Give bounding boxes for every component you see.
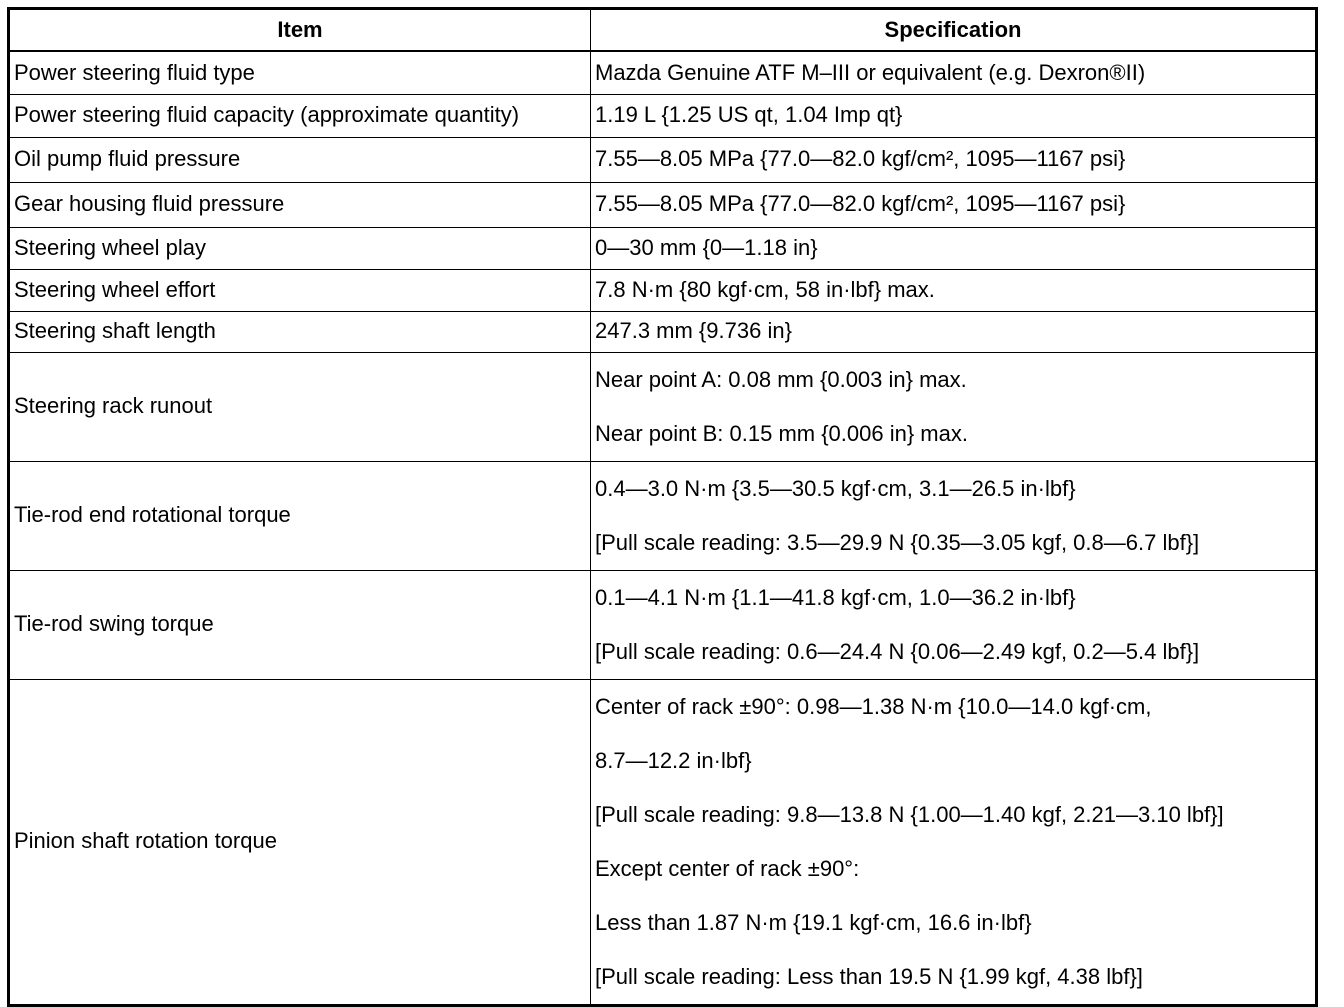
item-cell: Oil pump fluid pressure [9, 137, 591, 182]
item-cell: Steering wheel play [9, 227, 591, 269]
specification-line: [Pull scale reading: 0.6—24.4 N {0.06—2.49 kgf, 0.2—5.4 lbf}] [595, 638, 1200, 664]
table-row [9, 679, 1317, 1005]
specification-cell: 7.8 N·m {80 kgf·cm, 58 in·lbf} max. [591, 269, 1317, 311]
specification-line: Near point A: 0.08 mm {0.003 in} max. [595, 366, 967, 392]
table-row [9, 461, 1317, 570]
specification-line: Near point B: 0.15 mm {0.006 in} max. [595, 420, 968, 446]
specification-cell: Mazda Genuine ATF M–III or equivalent (e.g. Dexron®II) [591, 51, 1317, 94]
specification-cell: 0—30 mm {0—1.18 in} [591, 227, 1317, 269]
specification-line: [Pull scale reading: Less than 19.5 N {1.99 kgf, 4.38 lbf}] [595, 963, 1143, 989]
specification-cell: 247.3 mm {9.736 in} [591, 311, 1317, 352]
specification-line: 0.4—3.0 N·m {3.5—30.5 kgf·cm, 3.1—26.5 in·lbf} [595, 475, 1076, 501]
table-row [9, 311, 1317, 352]
header-item: Item [9, 9, 591, 52]
specification-table [7, 7, 1318, 1007]
item-cell: Gear housing fluid pressure [9, 182, 591, 227]
item-cell: Steering wheel effort [9, 269, 591, 311]
table-row [9, 570, 1317, 679]
specification-line: [Pull scale reading: 9.8—13.8 N {1.00—1.40 kgf, 2.21—3.10 lbf}] [595, 801, 1224, 827]
table-row [9, 269, 1317, 311]
table-row [9, 51, 1317, 94]
specification-cell: 7.55—8.05 MPa {77.0—82.0 kgf/cm², 1095—1167 psi} [591, 137, 1317, 182]
item-cell: Power steering fluid type [9, 51, 591, 94]
specification-cell: 7.55—8.05 MPa {77.0—82.0 kgf/cm², 1095—1167 psi} [591, 182, 1317, 227]
specification-cell [591, 461, 1317, 570]
header-row [9, 9, 1317, 52]
specification-cell [591, 679, 1317, 1005]
specification-line: 8.7—12.2 in·lbf} [595, 747, 752, 773]
item-cell: Tie-rod swing torque [9, 570, 591, 679]
table-row [9, 182, 1317, 227]
table-body [9, 51, 1317, 1005]
specification-cell [591, 570, 1317, 679]
specification-line: Less than 1.87 N·m {19.1 kgf·cm, 16.6 in·lbf} [595, 909, 1032, 935]
specification-line: 0.1—4.1 N·m {1.1—41.8 kgf·cm, 1.0—36.2 in·lbf} [595, 584, 1076, 610]
item-cell: Tie-rod end rotational torque [9, 461, 591, 570]
item-cell: Steering rack runout [9, 352, 591, 461]
table-row [9, 352, 1317, 461]
specification-line: [Pull scale reading: 3.5—29.9 N {0.35—3.05 kgf, 0.8—6.7 lbf}] [595, 529, 1200, 555]
header-specification: Specification [591, 9, 1317, 52]
specification-cell: 1.19 L {1.25 US qt, 1.04 Imp qt} [591, 94, 1317, 137]
specification-line: Except center of rack ±90°: [595, 855, 860, 881]
item-cell: Steering shaft length [9, 311, 591, 352]
item-cell: Power steering fluid capacity (approximate quantity) [9, 94, 591, 137]
specification-cell [591, 352, 1317, 461]
specification-line: Center of rack ±90°: 0.98—1.38 N·m {10.0—14.0 kgf·cm, [595, 693, 1152, 719]
table-row [9, 137, 1317, 182]
item-cell: Pinion shaft rotation torque [9, 679, 591, 1005]
table-row [9, 227, 1317, 269]
table-row [9, 94, 1317, 137]
